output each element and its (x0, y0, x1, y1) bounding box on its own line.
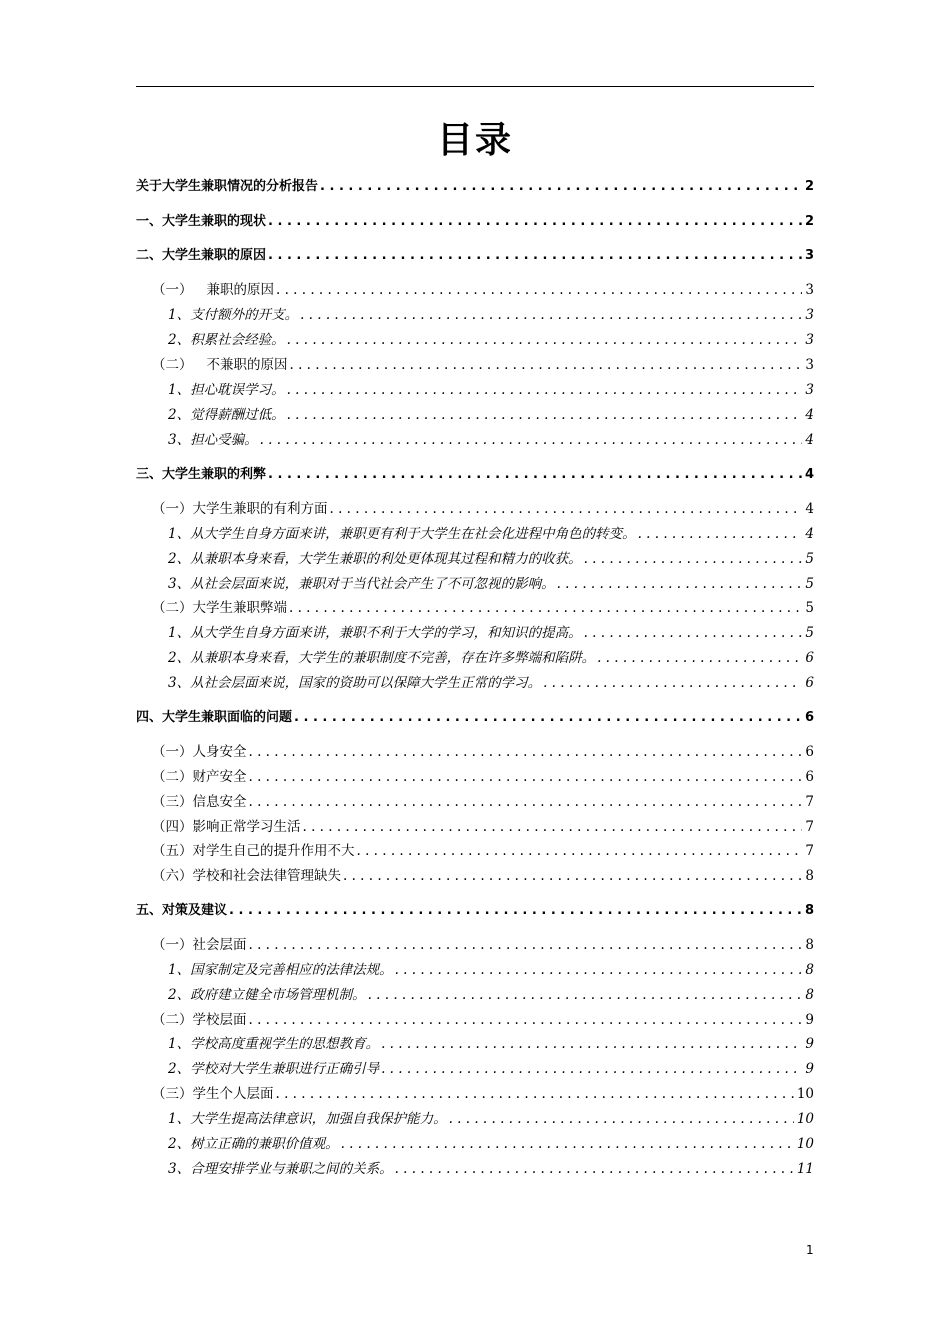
dot-leader (268, 465, 802, 485)
toc-entry[interactable] (136, 708, 814, 728)
toc-entry[interactable] (152, 866, 814, 886)
toc-entry-number: 1、 (168, 526, 191, 542)
dot-leader (341, 1134, 794, 1154)
toc-entry-number: 1、 (168, 382, 191, 398)
toc-entry-title: 学校对大学生兼职进行正确引导 (190, 1061, 380, 1077)
toc-entry-number: （二） (152, 769, 193, 785)
toc-entry-page: 7 (805, 794, 814, 810)
toc-entry-number: 五、 (136, 903, 163, 918)
toc-entry-page: 8 (805, 937, 814, 953)
toc-entry[interactable] (152, 1084, 814, 1104)
toc-entry[interactable] (152, 280, 814, 300)
toc-entry[interactable] (168, 305, 814, 325)
toc-entry-title: 大学生兼职的原因 (162, 248, 267, 263)
toc-entry-number: 二、 (136, 248, 163, 263)
toc-entry[interactable] (168, 985, 814, 1005)
toc-entry-page: 3 (805, 382, 814, 398)
toc-entry-page: 4 (805, 432, 814, 448)
toc-entry-page: 8 (805, 987, 814, 1003)
toc-entry[interactable] (168, 623, 814, 643)
toc-entry[interactable] (168, 574, 814, 594)
toc-entry-title: 兼职的原因 (206, 282, 274, 298)
toc-entry-title: 财产安全 (192, 769, 247, 785)
toc-entry-page: 6 (805, 769, 814, 785)
toc-entry-number: （一） (152, 501, 193, 517)
dot-leader (249, 1010, 803, 1030)
toc-entry[interactable] (168, 330, 814, 350)
toc-entry-title: 从社会层面来说，兼职对于当代社会产生了不可忽视的影响。 (190, 576, 555, 592)
toc-entry-number: 2、 (168, 332, 191, 348)
toc-entry-page: 6 (805, 675, 814, 691)
toc-entry-page: 6 (805, 744, 814, 760)
toc-entry-page: 3 (805, 332, 814, 348)
toc-entry-page: 10 (796, 1086, 814, 1102)
toc-entry-page: 6 (804, 710, 814, 725)
dot-leader (584, 623, 803, 643)
toc-entry-number: （六） (152, 868, 193, 884)
toc-entry-page: 3 (804, 248, 814, 263)
toc-entry-number: （五） (152, 843, 193, 859)
toc-entry[interactable] (168, 549, 814, 569)
toc-entry[interactable] (168, 960, 814, 980)
toc-entry[interactable] (152, 767, 814, 787)
toc-entry-title: 积累社会经验。 (190, 332, 285, 348)
dot-leader (289, 598, 802, 618)
dot-leader (300, 305, 802, 325)
toc-entry[interactable] (152, 355, 814, 375)
toc-entry-number: 1、 (168, 1036, 191, 1052)
toc-entry-title: 学生个人层面 (192, 1086, 274, 1102)
toc-entry-number: 2、 (168, 650, 191, 666)
toc-entry-title: 政府建立健全市场管理机制。 (190, 987, 366, 1003)
toc-entry-page: 4 (805, 526, 814, 542)
toc-entry-title: 社会层面 (192, 937, 247, 953)
dot-leader (638, 524, 803, 544)
toc-entry-title: 不兼职的原因 (206, 357, 288, 373)
toc-entry[interactable] (152, 817, 814, 837)
dot-leader (597, 648, 802, 668)
toc-entry-title: 从大学生自身方面来讲，兼职更有利于大学生在社会化进程中角色的转变。 (190, 526, 636, 542)
toc-entry-page: 4 (804, 467, 814, 482)
toc-entry-title: 对策及建议 (162, 903, 228, 918)
toc-entry-page: 11 (796, 1161, 814, 1177)
dot-leader (249, 792, 803, 812)
dot-leader (276, 280, 802, 300)
dot-leader (287, 405, 803, 425)
toc-entry-page: 5 (805, 576, 814, 592)
dot-leader (395, 960, 803, 980)
toc-entry[interactable] (152, 841, 814, 861)
toc-entry-title: 大学生兼职的现状 (162, 214, 267, 229)
page-number: 1 (806, 1243, 814, 1257)
toc-entry-page: 5 (805, 625, 814, 641)
toc-entry-page: 8 (805, 962, 814, 978)
toc-entry[interactable] (168, 405, 814, 425)
dot-leader (260, 430, 803, 450)
toc-entry[interactable] (168, 673, 814, 693)
dot-leader (249, 742, 803, 762)
dot-leader (287, 330, 803, 350)
toc-entry-number: 2、 (168, 407, 191, 423)
toc-entry[interactable] (168, 648, 814, 668)
toc-entry[interactable] (168, 1109, 814, 1129)
toc-entry-page: 3 (805, 282, 814, 298)
toc-entry-number: （一） (152, 937, 193, 953)
toc-entry-number: （二） (152, 600, 193, 616)
toc-entry-title: 担心受骗。 (190, 432, 258, 448)
toc-entry-number: （三） (152, 794, 193, 810)
dot-leader (343, 866, 802, 886)
toc-entry-title: 人身安全 (192, 744, 247, 760)
toc-entry-number: （二） (152, 357, 193, 373)
toc-entry-number: 1、 (168, 625, 191, 641)
toc-entry-number: 2、 (168, 1061, 191, 1077)
dot-leader (276, 1084, 794, 1104)
toc-entry-page: 2 (804, 179, 814, 194)
dot-leader (229, 901, 802, 921)
toc-entry-page: 5 (805, 551, 814, 567)
toc-entry[interactable] (152, 598, 814, 618)
toc-entry-number: 3、 (168, 576, 191, 592)
toc-entry-number: 3、 (168, 675, 191, 691)
toc-entry-title: 大学生提高法律意识，加强自我保护能力。 (190, 1111, 447, 1127)
toc-entry[interactable] (168, 1159, 814, 1179)
toc-entry-title: 觉得薪酬过低。 (190, 407, 285, 423)
toc-entry-title: 大学生兼职面临的问题 (162, 710, 293, 725)
toc-entry[interactable] (168, 524, 814, 544)
toc-entry-title: 学校高度重视学生的思想教育。 (190, 1036, 380, 1052)
dot-leader (557, 574, 803, 594)
toc-entry-page: 4 (805, 501, 814, 517)
toc-entry-number: （一） (152, 282, 193, 298)
toc-entry-number: 四、 (136, 710, 163, 725)
toc-entry-title: 国家制定及完善相应的法律法规。 (190, 962, 393, 978)
toc-entry-title: 合理安排学业与兼职之间的关系。 (190, 1161, 393, 1177)
toc-entry-page: 10 (796, 1111, 814, 1127)
dot-leader (381, 1034, 802, 1054)
toc-entry-page: 9 (805, 1012, 814, 1028)
toc-entry-page: 4 (805, 407, 814, 423)
toc-entry-number: 1、 (168, 307, 191, 323)
dot-leader (287, 380, 803, 400)
toc-entry[interactable] (152, 1010, 814, 1030)
dot-leader (543, 673, 802, 693)
toc-entry-page: 10 (796, 1136, 814, 1152)
toc-entry-page: 3 (805, 357, 814, 373)
toc-entry-page: 6 (805, 650, 814, 666)
toc-entry[interactable] (136, 177, 814, 197)
toc-entry-title: 信息安全 (192, 794, 247, 810)
toc-entry-page: 3 (805, 307, 814, 323)
toc-entry-page: 7 (805, 819, 814, 835)
toc-entry[interactable] (152, 742, 814, 762)
dot-leader (449, 1109, 794, 1129)
dot-leader (268, 246, 802, 266)
toc-entry-title: 树立正确的兼职价值观。 (190, 1136, 339, 1152)
toc-entry[interactable] (152, 792, 814, 812)
toc-entry-number: （四） (152, 819, 193, 835)
toc-entry-number: （三） (152, 1086, 193, 1102)
dot-leader (357, 841, 803, 861)
toc-entry[interactable] (136, 212, 814, 232)
toc-entry-number: 3、 (168, 1161, 191, 1177)
dot-leader (381, 1059, 802, 1079)
dot-leader (294, 708, 802, 728)
toc-entry-page: 8 (804, 903, 814, 918)
toc-entry[interactable] (168, 1034, 814, 1054)
dot-leader (249, 935, 803, 955)
toc-entry[interactable] (168, 1059, 814, 1079)
toc-entry-title: 从兼职本身来看，大学生兼职的利处更体现其过程和精力的收获。 (190, 551, 582, 567)
toc-entry-title: 关于大学生兼职情况的分析报告 (136, 179, 319, 194)
toc-entry-number: 1、 (168, 962, 191, 978)
toc-entry-title: 从社会层面来说，国家的资助可以保障大学生正常的学习。 (190, 675, 542, 691)
toc-entry-title: 大学生兼职的利弊 (162, 467, 267, 482)
toc-entry-number: 2、 (168, 987, 191, 1003)
toc-entry-number: 三、 (136, 467, 163, 482)
toc-entry-title: 学校层面 (192, 1012, 247, 1028)
dot-leader (268, 212, 802, 232)
dot-leader (330, 499, 803, 519)
toc-entry-page: 5 (805, 600, 814, 616)
dot-leader (290, 355, 803, 375)
toc-entry-title: 支付额外的开支。 (190, 307, 299, 323)
toc-entry-title: 影响正常学习生活 (192, 819, 301, 835)
toc-entry[interactable] (136, 465, 814, 485)
toc-entry[interactable] (152, 935, 814, 955)
toc-entry-page: 8 (805, 868, 814, 884)
toc-entry[interactable] (136, 901, 814, 921)
toc-entry-title: 大学生兼职弊端 (192, 600, 287, 616)
toc-entry-title: 担心耽误学习。 (190, 382, 285, 398)
toc-entry[interactable] (168, 380, 814, 400)
toc-entry[interactable] (168, 1134, 814, 1154)
dot-leader (584, 549, 803, 569)
toc-entry-title: 从大学生自身方面来讲，兼职不利于大学的学习，和知识的提高。 (190, 625, 582, 641)
toc-entry-number: （二） (152, 1012, 193, 1028)
dot-leader (320, 177, 802, 197)
toc-entry-title: 大学生兼职的有利方面 (192, 501, 328, 517)
page-title: 目录 (436, 120, 513, 161)
toc-entry-number: 2、 (168, 551, 191, 567)
toc-entry[interactable] (136, 246, 814, 266)
toc-entry-number: 2、 (168, 1136, 191, 1152)
toc-entry-number: （一） (152, 744, 193, 760)
toc-entry-number: 1、 (168, 1111, 191, 1127)
toc-entry-number: 一、 (136, 214, 163, 229)
toc-entry[interactable] (152, 499, 814, 519)
toc-entry-page: 9 (805, 1036, 814, 1052)
dot-leader (303, 817, 803, 837)
dot-leader (249, 767, 803, 787)
toc-entry-page: 9 (805, 1061, 814, 1077)
toc-entry[interactable] (168, 430, 814, 450)
toc-entry-title: 从兼职本身来看，大学生的兼职制度不完善，存在许多弊端和陷阱。 (190, 650, 596, 666)
toc-entry-page: 7 (805, 843, 814, 859)
toc-entry-page: 2 (804, 214, 814, 229)
dot-leader (368, 985, 803, 1005)
toc-entry-number: 3、 (168, 432, 191, 448)
dot-leader (395, 1159, 794, 1179)
toc-entry-title: 学校和社会法律管理缺失 (192, 868, 341, 884)
toc-entry-title: 对学生自己的提升作用不大 (192, 843, 355, 859)
